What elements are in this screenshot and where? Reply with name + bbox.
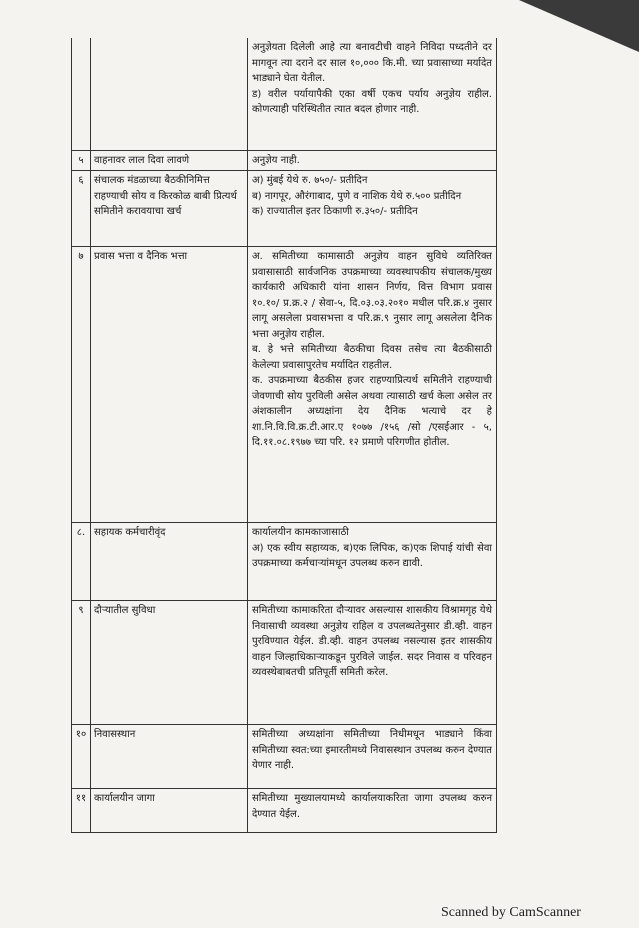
- table-row: [72, 38, 497, 150]
- row-label: प्रवास भत्ता व दैनिक भत्ता: [91, 247, 248, 523]
- row-value: समितीच्या मुख्यालयामध्ये कार्यालयाकरिता जागा उपलब्ध करुन देण्यात येईल.: [248, 789, 497, 833]
- page-corner-shadow: [519, 0, 639, 52]
- row-value: अनुज्ञेय नाही.: [248, 150, 497, 171]
- table-row: [72, 789, 497, 833]
- row-number: ५: [72, 150, 91, 171]
- table-row: [72, 523, 497, 601]
- table-row: [72, 171, 497, 247]
- table-row: [72, 150, 497, 171]
- row-label: निवासस्थान: [91, 725, 248, 789]
- row-number: ६: [72, 171, 91, 247]
- row-number: ११: [72, 789, 91, 833]
- scanner-watermark: Scanned by CamScanner: [441, 905, 581, 920]
- row-number: ९: [72, 601, 91, 725]
- row-number: [72, 38, 91, 150]
- row-number: १०: [72, 725, 91, 789]
- row-value: कार्यालयीन कामकाजासाठी अ) एक स्वीय सहाय्यक, ब)एक लिपिक, क)एक शिपाई यांची सेवा उपक्रमाच्या कर्मचाऱ्यांमधून उपलब्ध करुन द्यावी.: [248, 523, 497, 601]
- row-value: अ) मुंबई येथे रु. ७५०/- प्रतीदिन ब) नागपूर, औरंगाबाद, पुणे व नाशिक येथे रु.५०० प्रतीदिन क) राज्यातील इतर ठिकाणी रु.३५०/- प्रतीदिन: [248, 171, 497, 247]
- rules-table: [71, 38, 497, 833]
- row-number: ७: [72, 247, 91, 523]
- row-label: कार्यालयीन जागा: [91, 789, 248, 833]
- row-value: अ. समितीच्या कामासाठी अनुज्ञेय वाहन सुविधे व्यतिरिक्त प्रवासासाठी सार्वजनिक उपक्रमाच्या व्यवस्थापकीय संचालक/मुख्य कार्यकारी अधिकारी यांना शासन निर्णय, वित्त विभाग प्रवास १०.१०/ प्र.क्र.२ / सेवा-५, दि.०३.०३.२०१० मधील परि.क्र.४ नुसार लागू असलेला प्रवासभत्ता व परि.क्र.९ नुसार लागू असलेला दैनिक भत्ता अनुज्ञेय राहील. ब. हे भत्ते समितीच्या बैठकीचा दिवस तसेच त्या बैठकीसाठी केलेल्या प्रवासापुरतेच मर्यादित राहतील. क. उपक्रमाच्या बैठकीस हजर राहण्याप्रित्यर्थ समितीने राहण्याची जेवणाची सोय पुरविली असेल अथवा त्यासाठी खर्च केला असेल तर अंशकालीन अध्यक्षांना देय दैनिक भत्याचे दर हे शा.नि.वि.वि.क्र.टी.आर.ए १०७७ /१५६ /सो /एसईआर - ५, दि.११.०८.१९७७ च्या परि. १२ प्रमाणे परिगणीत होतील.: [248, 247, 497, 523]
- row-value: [248, 38, 497, 150]
- table-row: [72, 725, 497, 789]
- row-value: समितीच्या कामाकरिता दौऱ्यावर असल्यास शासकीय विश्रामगृह येथे निवासाची व्यवस्था अनुज्ञेय राहिल व उपलब्धतेनुसार डी.व्ही. वाहन पुरविण्यात येईल. डी.व्ही. वाहन उपलब्ध नसल्यास इतर शासकीय वाहन जिल्हाधिकाऱ्याकडून पुरविले जाईल. सदर निवास व परिवहन व्यवस्थेबाबतची प्रतिपूर्ती समिती करेल.: [248, 601, 497, 725]
- table-row: [72, 247, 497, 523]
- table-row: [72, 601, 497, 725]
- row-label: दौऱ्यातील सुविधा: [91, 601, 248, 725]
- row-number: ८.: [72, 523, 91, 601]
- row-label: सहायक कर्मचारीवृंद: [91, 523, 248, 601]
- row-label: संचालक मंडळाच्या बैठकीनिमित्त राहण्याची सोय व किरकोळ बाबी प्रित्यर्थ समितीने करावयाचा खर्च: [91, 171, 248, 247]
- row-label: वाहनावर लाल दिवा लावणे: [91, 150, 248, 171]
- value-paragraph: अनुज्ञेयता दिलेली आहे त्या बनावटीची वाहने निविदा पध्दतीने दर मागवून त्या दराने दर साल १०,००० कि.मी. च्या प्रवासाच्या मर्यादेत भाड्याने घेता येतील. ड) वरील पर्यायापैकी एका वर्षी एकच पर्याय अनुज्ञेय राहील. कोणत्याही परिस्थितीत त्यात बदल होणार नाही.: [252, 42, 492, 115]
- row-value: समितीच्या अध्यक्षांना समितीच्या निधीमधून भाड्याने किंवा समितीच्या स्वत:च्या इमारतीमध्ये निवासस्थान उपलब्ध करुन देण्यात येणार नाही.: [248, 725, 497, 789]
- row-label: [91, 38, 248, 150]
